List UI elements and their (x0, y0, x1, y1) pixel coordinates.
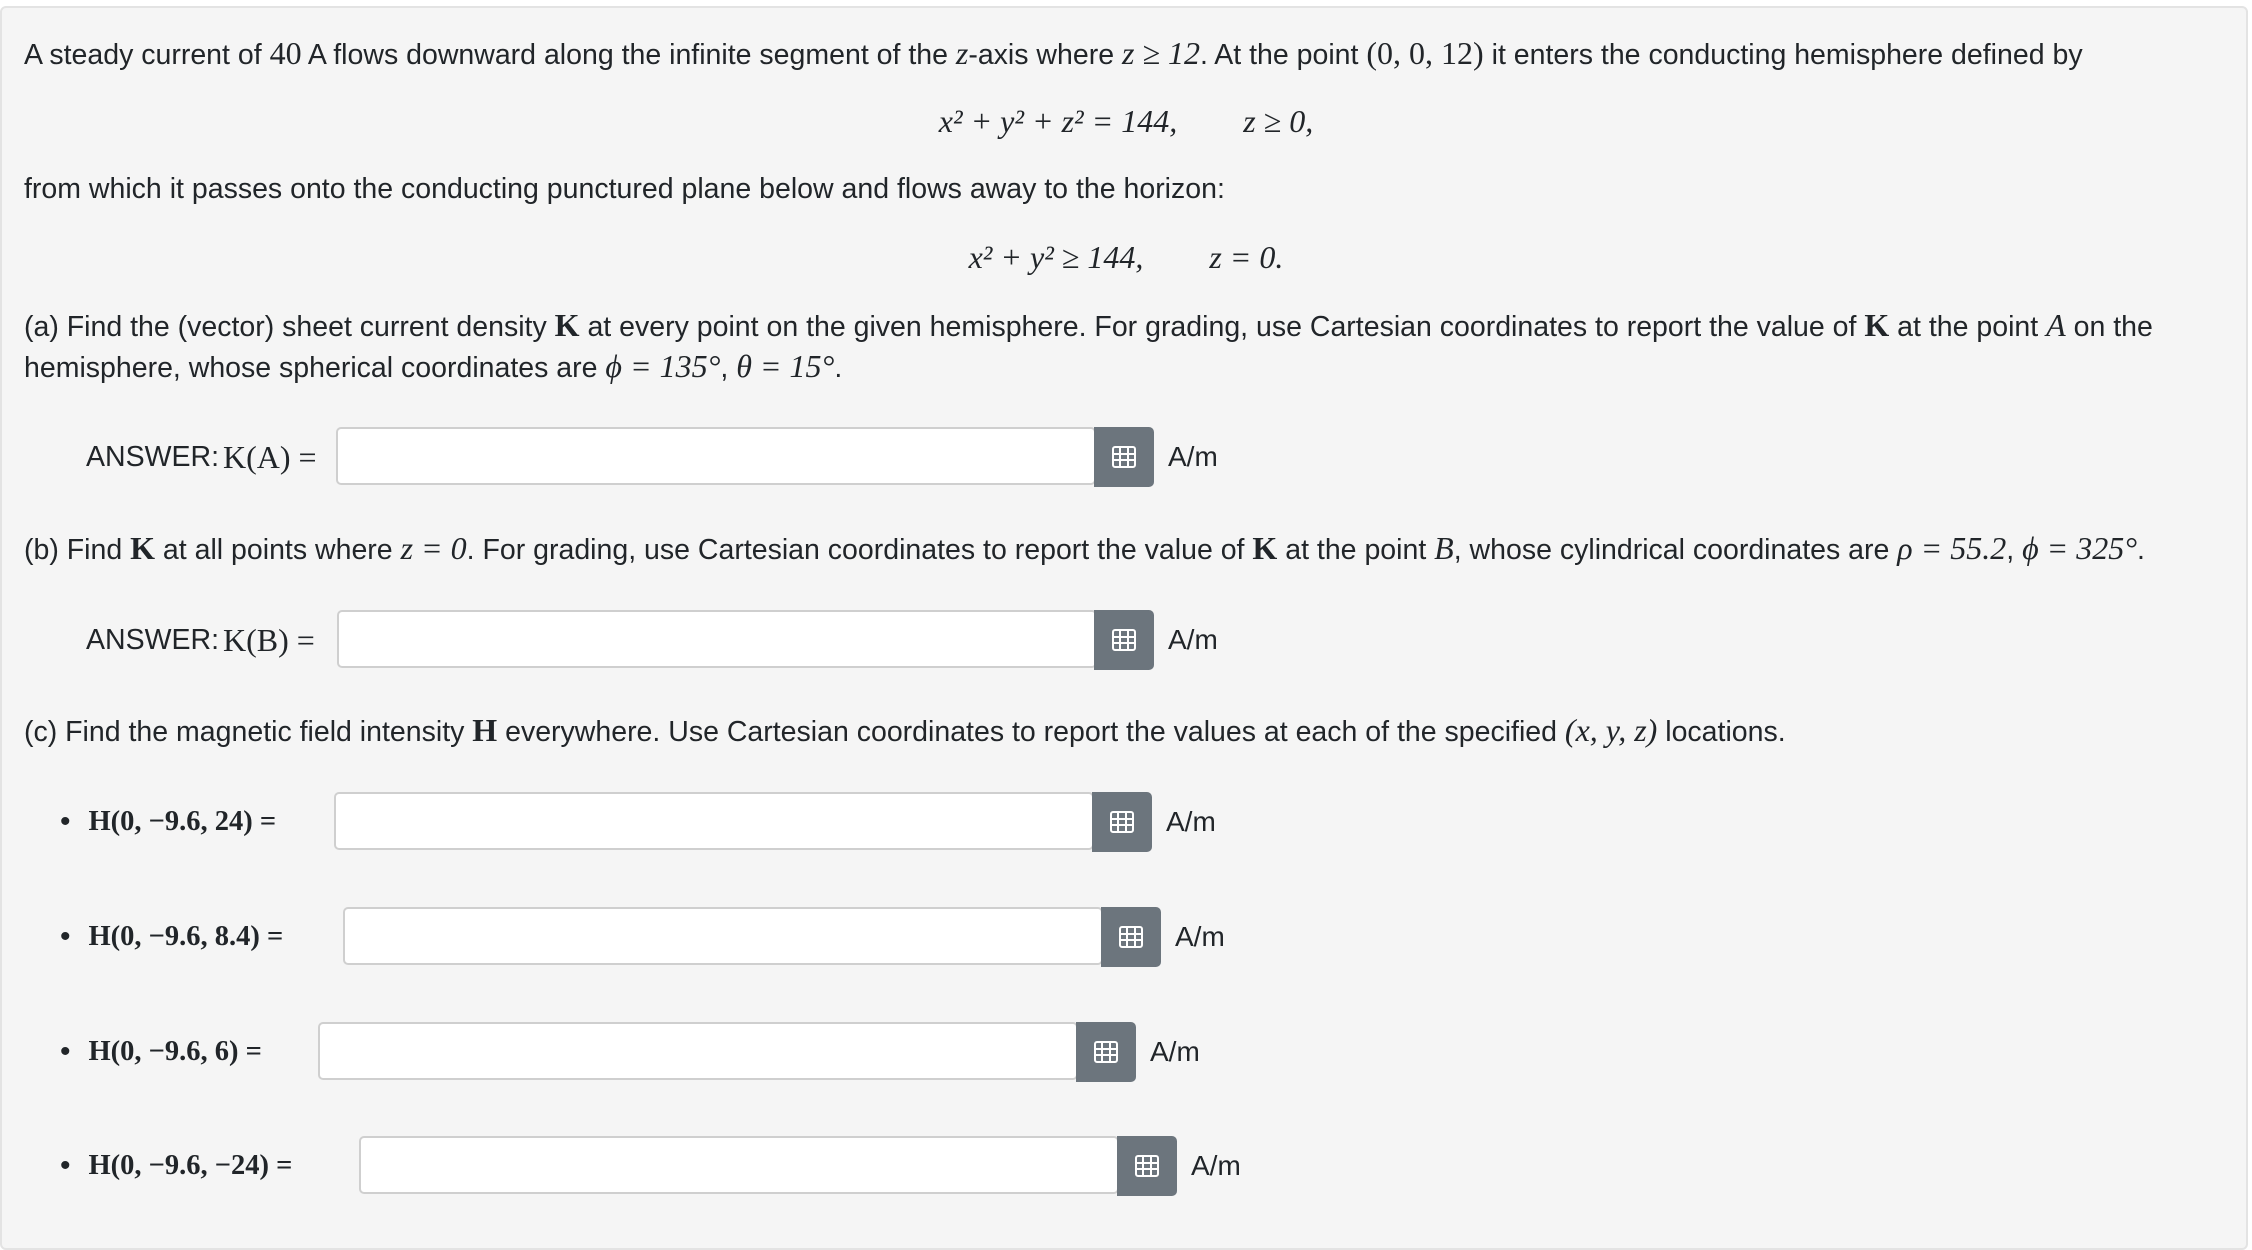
problem-text: A steady current of (24, 39, 270, 71)
problem-text: A flows downward along the infinite segment of the (301, 39, 956, 71)
k-symbol: K (130, 530, 156, 566)
keypad-button-k-a[interactable] (1094, 427, 1154, 487)
keypad-button-h-1[interactable] (1092, 792, 1152, 852)
keypad-button-h-3[interactable] (1076, 1022, 1136, 1082)
point-b-symbol: B (1434, 530, 1454, 566)
part-b-text: . For grading, use Cartesian coordinates to report the value of (466, 534, 1253, 566)
keypad-button-k-b[interactable] (1094, 610, 1154, 670)
grid-keypad-icon (1110, 811, 1134, 833)
h-label-4: H(0, −9.6, −24) = (88, 1150, 293, 1181)
answer-math: K(B) = (223, 621, 315, 658)
separator: , (720, 352, 737, 384)
k-symbol: K (1864, 307, 1890, 343)
unit-k-b: A/m (1168, 624, 1218, 655)
unit-h-1: A/m (1166, 806, 1216, 837)
period: . (834, 352, 843, 384)
problem-text: -axis where (968, 39, 1122, 71)
part-a-text: at every point on the given hemisphere. For grading, use Cartesian coordinates to report the value of (579, 311, 1865, 343)
hemisphere-equation (0, 100, 2252, 142)
grid-keypad-icon (1094, 1041, 1118, 1063)
problem-text: it enters the conducting hemisphere defined by (1483, 39, 2083, 71)
problem-text: . At the point (1200, 39, 1367, 71)
bullet: • (60, 805, 71, 838)
part-a-text: (a) Find the (vector) sheet current density (24, 311, 555, 343)
k-symbol: K (1252, 530, 1278, 566)
bullet: • (60, 1149, 71, 1182)
part-a-text: on the (2065, 311, 2153, 343)
answer-input-h-1[interactable] (334, 792, 1094, 850)
problem-line-2: from which it passes onto the conducting punctured plane below and flows away to the horizon: (24, 173, 1225, 205)
answer-label-k-a (86, 439, 317, 476)
h-item-4 (60, 1136, 292, 1196)
hemisphere-equation-left: x² + y² + z² = 144, (938, 103, 1178, 139)
keypad-button-h-2[interactable] (1101, 907, 1161, 967)
h-symbol: H (472, 712, 498, 748)
part-b-text: at the point (1277, 534, 1435, 566)
h-item-3 (60, 1022, 262, 1082)
part-a-text: at the point (1889, 311, 2047, 343)
answer-prefix: ANSWER: (86, 623, 220, 656)
part-c-question (24, 709, 1786, 753)
grid-keypad-icon (1119, 926, 1143, 948)
xyz-coordinates: (x, y, z) (1564, 712, 1658, 748)
h-label-1: H(0, −9.6, 24) = (88, 806, 277, 837)
entry-point: (0, 0, 12) (1366, 35, 1484, 71)
answer-input-h-2[interactable] (343, 907, 1103, 965)
point-a-symbol: A (2046, 307, 2066, 343)
part-b-question (24, 527, 2145, 571)
answer-input-k-b[interactable] (337, 610, 1097, 668)
answer-row-k-b (86, 610, 315, 670)
answer-input-k-a[interactable] (336, 427, 1096, 485)
grid-keypad-icon (1112, 446, 1136, 468)
h-label-3: H(0, −9.6, 6) = (88, 1036, 262, 1067)
part-a-question-line-2 (24, 345, 842, 389)
keypad-button-h-4[interactable] (1117, 1136, 1177, 1196)
part-b-text: (b) Find (24, 534, 131, 566)
rho-value: ρ = 55.2 (1897, 530, 2007, 566)
part-b-text: , whose cylindrical coordinates are (1453, 534, 1898, 566)
problem-line-1 (24, 32, 2083, 76)
part-a-text: hemisphere, whose spherical coordinates are (24, 352, 606, 384)
bullet: • (60, 1035, 71, 1068)
phi-value: ϕ = 325° (2022, 530, 2138, 566)
answer-input-h-4[interactable] (359, 1136, 1119, 1194)
period: . (2137, 534, 2145, 566)
h-label-2: H(0, −9.6, 8.4) = (88, 921, 284, 952)
plane-equation (0, 236, 2252, 278)
part-b-text: at all points where (155, 534, 401, 566)
unit-h-4: A/m (1191, 1150, 1241, 1181)
hemisphere-equation-right: z ≥ 0, (1243, 103, 1314, 139)
unit-h-2: A/m (1175, 921, 1225, 952)
z-condition: z ≥ 12 (1121, 35, 1200, 71)
separator: , (2006, 534, 2023, 566)
current-value: 40 (269, 35, 302, 71)
z-variable: z (955, 35, 969, 71)
part-c-text: locations. (1657, 716, 1786, 748)
plane-equation-right: z = 0. (1209, 239, 1284, 275)
answer-row-k-a (86, 427, 317, 487)
answer-math: K(A) = (223, 438, 317, 475)
part-c-text: everywhere. Use Cartesian coordinates to report the values at each of the specified (497, 716, 1565, 748)
grid-keypad-icon (1112, 629, 1136, 651)
plane-equation-left: x² + y² ≥ 144, (968, 239, 1144, 275)
bullet: • (60, 920, 71, 953)
phi-value: ϕ = 135° (605, 348, 721, 384)
answer-prefix: ANSWER: (86, 440, 220, 473)
part-c-text: (c) Find the magnetic field intensity (24, 716, 473, 748)
theta-value: θ = 15° (736, 348, 835, 384)
k-symbol: K (554, 307, 580, 343)
unit-k-a: A/m (1168, 441, 1218, 472)
answer-label-k-b (86, 622, 315, 659)
grid-keypad-icon (1135, 1155, 1159, 1177)
part-a-question-line-1 (24, 304, 2153, 348)
unit-h-3: A/m (1150, 1036, 1200, 1067)
h-item-2 (60, 907, 283, 967)
z-condition: z = 0 (400, 530, 467, 566)
answer-input-h-3[interactable] (318, 1022, 1078, 1080)
h-item-1 (60, 792, 276, 852)
